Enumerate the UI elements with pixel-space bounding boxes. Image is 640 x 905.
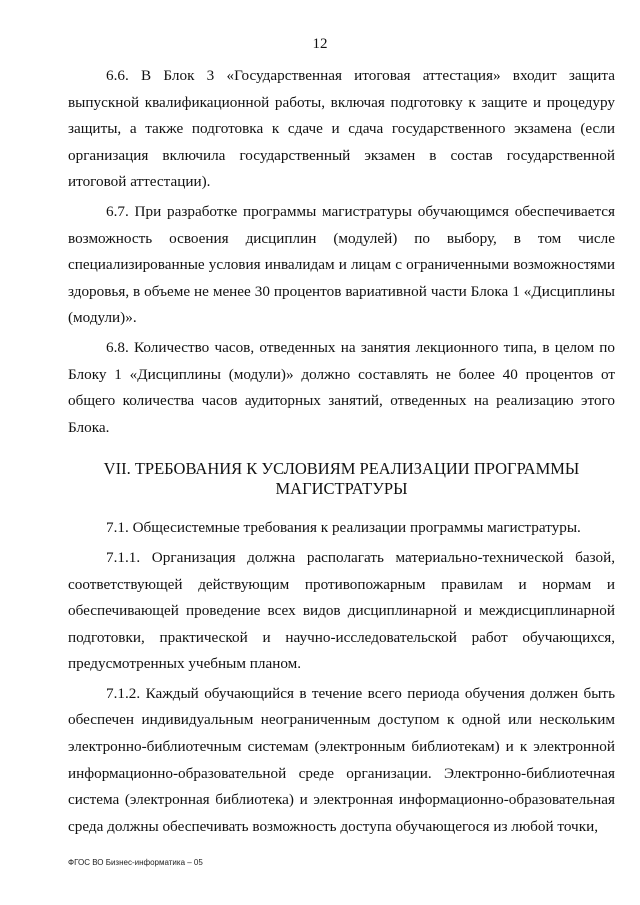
section-title — [68, 459, 615, 499]
paragraph-6-6: 6.6. В Блок 3 «Государственная итоговая аттестация» входит защита выпускной квалификационной работы, включая подготовку к защите и процедуру защиты, а также подготовка к сдаче и сдача государственного экзамена (если организация включила государственный экзамен в состав государственной итоговой аттестации). — [68, 67, 615, 191]
document-body — [68, 63, 615, 843]
paragraph-7-1-1: 7.1.1. Организация должна располагать материально-технической базой, соответствующей действующим противопожарным правилам и нормам и обеспечивающей проведение всех видов дисциплинарной и междисциплинарной подготовки, практической и научно-исследовательской работ обучающихся, предусмотренных учебным планом. — [68, 548, 615, 673]
section-title-line-2: МАГИСТРАТУРЫ — [275, 479, 408, 499]
paragraph-7-1-2: 7.1.2. Каждый обучающийся в течение всего периода обучения должен быть обеспечен индивидуальным неограниченным доступом к одной или нескольким электронно-библиотечным системам (электронным библиотекам) и к электронной информационно-образовательной среде организации. Электронно-библиотечная система (электронная библиотека) и электронная информационно-образовательная среда должны обеспечивать возможность доступа обучающегося из любой точки, — [68, 684, 615, 835]
document-footer: ФГОС ВО Бизнес-информатика – 05 — [68, 858, 203, 867]
page-number: 12 — [312, 36, 328, 52]
paragraph-6-7: 6.7. При разработке программы магистратуры обучающимся обеспечивается возможность освоения дисциплин (модулей) по выбору, в том числе специализированные условия инвалидам и лицам с ограниченными возможностями здоровья, в объеме не менее 30 процентов вариативной части Блока 1 «Дисциплины (модули)». — [68, 202, 615, 327]
paragraph-6-8: 6.8. Количество часов, отведенных на занятия лекционного типа, в целом по Блоку 1 «Дисциплины (модули)» должно составлять не более 40 процентов от общего количества часов аудиторных занятий, отведенных на реализацию этого Блока. — [68, 338, 615, 436]
paragraph-7-1: 7.1. Общесистемные требования к реализации программы магистратуры. — [106, 519, 581, 537]
section-title-line-1: VII. ТРЕБОВАНИЯ К УСЛОВИЯМ РЕАЛИЗАЦИИ ПРОГРАММЫ — [103, 459, 580, 479]
